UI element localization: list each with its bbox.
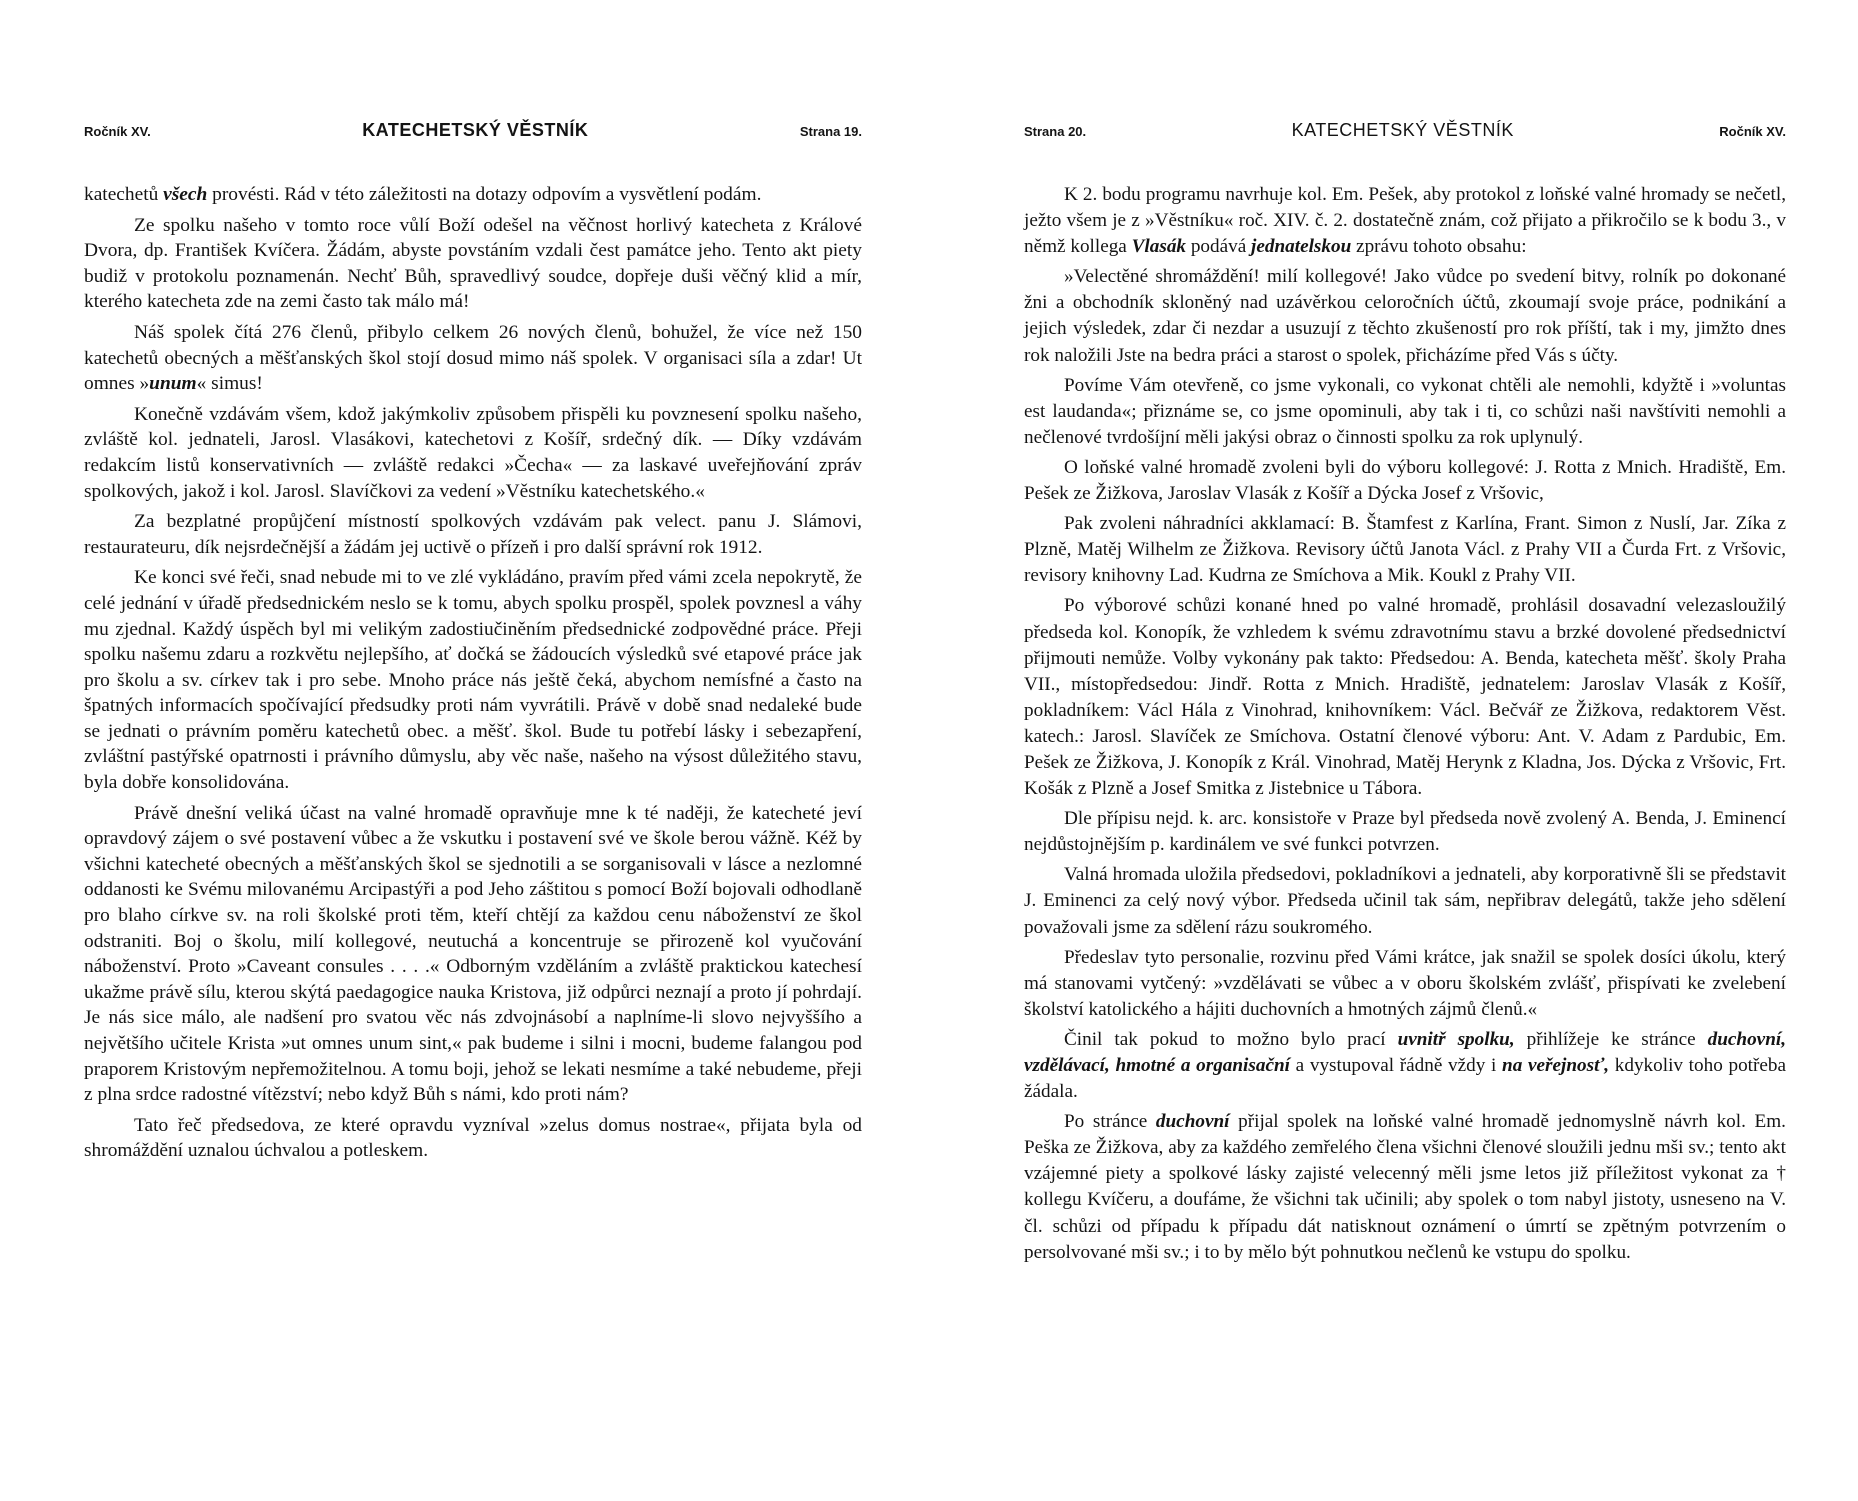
left-volume-label: Ročník XV. bbox=[84, 124, 151, 139]
paragraph bbox=[1024, 1109, 1786, 1266]
paragraph-text: « simus! bbox=[196, 373, 263, 395]
paragraph-text: Konečně vzdávám všem, kdož jakýmkoliv způsobem přispěli ku povznesení spolku našeho, zvláště kol. jednateli, Jarosl. Vlasákovi, katechetovi z Košíř, srdečný dík. — Díky vzdávám redakcím listů konservativních — zvláště redakci »Čecha« — za laskavé uveřejňování zpráv spolkových, jakož i kol. Jarosl. Slavíčkovi za vedení »Věstníku katechetského.« bbox=[84, 403, 862, 502]
paragraph-text: Právě dnešní veliká účast na valné hromadě opravňuje mne k té naději, že katecheté jeví opravdový zájem o své postavení vůbec a že vskutku i postavení své ve škole berou vážně. Kéž by všichni katecheté obecných a měšťanských škol se sjednotili a se sorganisovali v lásce a nezlomné oddanosti ke Svému milovanému Arcipastýři a pod Jeho záštitou s pomocí Boží bojovali odhodlaně pro blaho církve sv. na roli školské proti těm, kteří chtějí za každou cenu náboženství ze škol odstraniti. Boj o školu, milí kollegové, neutuchá a koncentruje se přirozeně kol vyučování náboženství. Proto »Caveant consules . . . .« Odborným vzděláním a zvláště praktickou katechesí ukažme právě sílu, kterou skýtá paedagogice nauka Kristova, již odpůrci neznají a proto jí pohrdají. Je nás sice málo, ale nadšení pro svatou věc nás zdvojnásobí a naplníme-li slovo nejvyššího a největšího učitele Krista »ut omnes unum sint,« pak budeme i silni i mocni, budeme falangou pod praporem Kristovým nepřemožitelnou. A tomu boji, jehož se lekati nesmíme a také nebudeme, přeji z plna srdce radostné vítězství; nebo když Bůh s námi, kdo proti nám? bbox=[84, 802, 862, 1106]
paragraph-text: Pak zvoleni náhradníci akklamací: B. Štamfest z Karlína, Frant. Simon z Nuslí, Jar. Zíka z Plzně, Matěj Wilhelm ze Žižkova. Revisory účtů Janota Václ. z Prahy VII a Čurda Frt. z Vršovic, revisory knihovny Lad. Kudrna ze Smíchova a Mik. Koukl z Prahy VII. bbox=[1024, 513, 1786, 587]
paragraph-text: K 2. bodu programu navrhuje kol. Em. Pešek, aby protokol z loňské valné hromady se nečetl, ježto všem je z »Věstníku« roč. XIV. č. 2. dostatečně znám, což přijato a přikročilo se k bodu 3., v němž kollega bbox=[1024, 184, 1786, 258]
paragraph-text: Činil tak pokud to možno bylo prací bbox=[1064, 1028, 1398, 1050]
paragraph-text: přijal spolek na loňské valné hromadě jednomyslně návrh kol. Em. Peška ze Žižkova, aby za každého zemřelého člena všichni členové sloužili jednu mši sv.; tento akt vzájemné piety a spolkové lásky zajisté velecenný měli jsme letos již příležitost vykonat za † kollegu Kvíčeru, a doufáme, že všichni tak učinili; aby spolek o tom nabyl jistoty, usneseno na V. čl. schůzi od případu k případu dát natisknout oznámení o úmrtí se zpětným potvrzením o persolvované mši sv.; i to by mělo být pohnutkou nečlenů ke vstupu do spolku. bbox=[1024, 1111, 1786, 1263]
paragraph-text: Za bezplatné propůjčení místností spolkových vzdávám pak velect. panu J. Slámovi, restaurateuru, dík nejsrdečnější a žádám jej uctivě o přízeň i pro další správní rok 1912. bbox=[84, 511, 862, 558]
paragraph-text: Valná hromada uložila předsedovi, pokladníkovi a jednateli, aby korporativně šli se představit J. Eminenci za celý nový výbor. Předseda učinil tak sám, nepřibrav delegátů, takže jeho sdělení považovali jsme za sdělení rázu soukromého. bbox=[1024, 864, 1786, 938]
paragraph-text: »Velectěné shromáždění! milí kollegové! Jako vůdce po svedení bitvy, rolník po dokonané žni a obchodník skloněný nad uzávěrkou celoročních účtů, zkoumají svoje práce, podnikání a jejich výsledek, zdar či nezdar a usuzují z těchto zkušeností pro rok příští, tak i my, jimžto dnes rok naložili Jste na bedra práci a starost o spolek, přicházíme před Vás s účty. bbox=[1024, 266, 1786, 366]
paragraph-text: Ke konci své řeči, snad nebude mi to ve zlé vykládáno, pravím před vámi zcela nepokrytě, že celé jednání v úřadě předsednickém neslo se k tomu, abych spolku prospěl, spolek povznesl a váhy mu zjednal. Každý úspěch byl mi velikým zadostiučiněním předsednické zodpovědné práce. Přeji spolku našemu zdaru a rozkvětu nejlepšího, ať dočká se žádoucích výsledků své etapové práce jak pro školu a sv. církev tak i pro sebe. Mnoho práce nás ještě čeká, abychom nemísfné a často na špatných informacích spočívající předsudky proti nám vyvrátili. Právě v době snad nedaleké bude se jednati o právním poměru katechetů obec. a měšť. škol. Bude tu potřebí lásky i sebezapření, zvláštní pastýřské opatrnosti i právního důmyslu, aby věc naše, našeho na výsost důležitého stavu, byla dobře konsolidována. bbox=[84, 567, 862, 794]
right-page bbox=[1024, 120, 1786, 1270]
paragraph-text: Povíme Vám otevřeně, co jsme vykonali, co vykonat chtěli ale nemohli, kdyžtě i »voluntas est laudanda«; přiznáme se, co jsme opominuli, aby tak i ti, co schůzi naši navštíviti nemohli a nečlenové tvrdošíjní měli jakýsi obraz o činnosti spolku za rok uplynulý. bbox=[1024, 374, 1786, 448]
emphasis-text: jednatelskou bbox=[1251, 236, 1352, 258]
paragraph bbox=[84, 402, 862, 504]
emphasis-text: duchovní, vzdělávací, hmotné a organisační bbox=[1024, 1028, 1786, 1076]
left-body-text bbox=[84, 182, 862, 1164]
paragraph-text: Náš spolek čítá 276 členů, přibylo celkem 26 nových členů, bohužel, že více než 150 katechetů obecných a měšťanských škol stojí dosud mimo náš spolek. V organisaci síla a zdar! Ut omnes » bbox=[84, 321, 862, 395]
paragraph-text: Tato řeč předsedova, ze které opravdu vyzníval »zelus domus nostrae«, přijata byla od shromáždění uznalou úchvalou a potleskem. bbox=[84, 1114, 862, 1162]
paragraph-text: Předeslav tyto personalie, rozvinu před Vámi krátce, jak snažil se spolek dosíci úkolu, který má stanovami vytčený: »vzdělávati se vůbec a v oboru školském zvlášť, přispívati ke zvelebení školství katolického a hájiti duchovních a hmotných zájmů členů.« bbox=[1024, 946, 1786, 1020]
right-page-number: Strana 20. bbox=[1024, 124, 1087, 139]
right-running-head bbox=[1024, 120, 1786, 144]
emphasis-text: všech bbox=[163, 184, 208, 205]
paragraph bbox=[84, 320, 862, 397]
paragraph bbox=[1024, 264, 1786, 368]
right-body-text bbox=[1024, 182, 1786, 1266]
paragraph-text: provésti. Rád v této záležitosti na dotazy odpovím a vysvětlení podám. bbox=[207, 184, 762, 205]
emphasis-text: uvnitř spolku, bbox=[1397, 1028, 1515, 1050]
paragraph-text: O loňské valné hromadě zvoleni byli do výboru kollegové: J. Rotta z Mnich. Hradiště, Em. Pešek ze Žižkova, Jaroslav Vlasák z Košíř a Dýcka Josef z Vršovic, bbox=[1024, 456, 1786, 505]
paragraph-text: přihlížeje ke stránce bbox=[1514, 1028, 1708, 1050]
paragraph-text: Dle přípisu nejd. k. arc. konsistoře v Praze byl předseda nově zvolený A. Benda, J. Eminencí nejdůstojnějším p. kardinálem ve své funkci potvrzen. bbox=[1024, 808, 1786, 856]
left-page bbox=[84, 120, 862, 1169]
paragraph bbox=[84, 1113, 862, 1164]
paragraph-text: Po stránce bbox=[1064, 1111, 1156, 1133]
paragraph-text: Po výborové schůzi konané hned po valné hromadě, prohlásil dosavadní velezasloužilý předseda kol. Konopík, že vzhledem k svému zdravotnímu stavu a brzké dovolené předsednictví přijmouti nemůže. Volby vykonány pak takto: Předsedou: A. Benda, katecheta měšť. školy Praha VII., místopředsedou: Jindř. Rotta z Mnich. Hradiště, jednatelem: Jaroslav Vlasák z Košíř, pokladníkem: Václ Hála z Vinohrad, knihovníkem: Václ. Bečvář ze Žižkova, redaktorem Věst. katech.: Jarosl. Slavíček ze Smíchova. Ostatní členové výboru: Ant. V. Adam z Pardubic, Em. Pešek ze Žižkova, J. Konopík z Král. Vinohrad, Matěj Herynk z Kladna, Jos. Dýcka z Vršovic, Frt. Košák z Plzně a Josef Smitka z Jistebnice u Tábora. bbox=[1024, 595, 1786, 800]
paragraph bbox=[84, 213, 862, 315]
paragraph bbox=[1024, 182, 1786, 260]
left-page-number: Strana 19. bbox=[799, 124, 862, 139]
paragraph-text: a vystupoval řádně vždy i bbox=[1289, 1055, 1503, 1076]
paragraph bbox=[1024, 455, 1786, 507]
paragraph bbox=[1024, 862, 1786, 940]
right-volume-label: Ročník XV. bbox=[1719, 124, 1786, 139]
paragraph bbox=[84, 801, 862, 1108]
emphasis-text: Vlasák bbox=[1131, 236, 1187, 258]
paragraph bbox=[84, 565, 862, 795]
emphasis-text: duchovní bbox=[1155, 1111, 1230, 1133]
paragraph bbox=[1024, 593, 1786, 802]
emphasis-text: na veřejnosť, bbox=[1502, 1055, 1610, 1076]
paragraph-text: Ze spolku našeho v tomto roce vůlí Boží odešel na věčnost horlivý katecheta z Králové Dvora, dp. František Kvíčera. Žádám, abyste povstáním vzdali čest památce jeho. Tento akt piety budiž v protokolu poznamenán. Nechť Bůh, spravedlivý soudce, dopřeje duši věčný klid a mír, kterého katecheta zde na zemi často tak málo má! bbox=[84, 214, 862, 313]
paragraph bbox=[1024, 945, 1786, 1023]
left-journal-title: KATECHETSKÝ VĚSTNÍK bbox=[362, 120, 589, 140]
paragraph-text: kdykoliv toho potřeba žádala. bbox=[1024, 1055, 1787, 1103]
paragraph bbox=[84, 182, 862, 208]
paragraph-text: podává bbox=[1186, 236, 1252, 258]
paragraph bbox=[84, 509, 862, 560]
paragraph bbox=[1024, 373, 1786, 451]
paragraph bbox=[1024, 1027, 1786, 1105]
emphasis-text: unum bbox=[149, 373, 197, 395]
left-running-head bbox=[84, 120, 862, 144]
paragraph bbox=[1024, 511, 1786, 589]
paragraph bbox=[1024, 806, 1786, 858]
paragraph-text: zprávu tohoto obsahu: bbox=[1351, 236, 1527, 258]
right-journal-title: KATECHETSKÝ VĚSTNÍK bbox=[1291, 120, 1514, 140]
paragraph-text: katechetů bbox=[84, 184, 164, 205]
